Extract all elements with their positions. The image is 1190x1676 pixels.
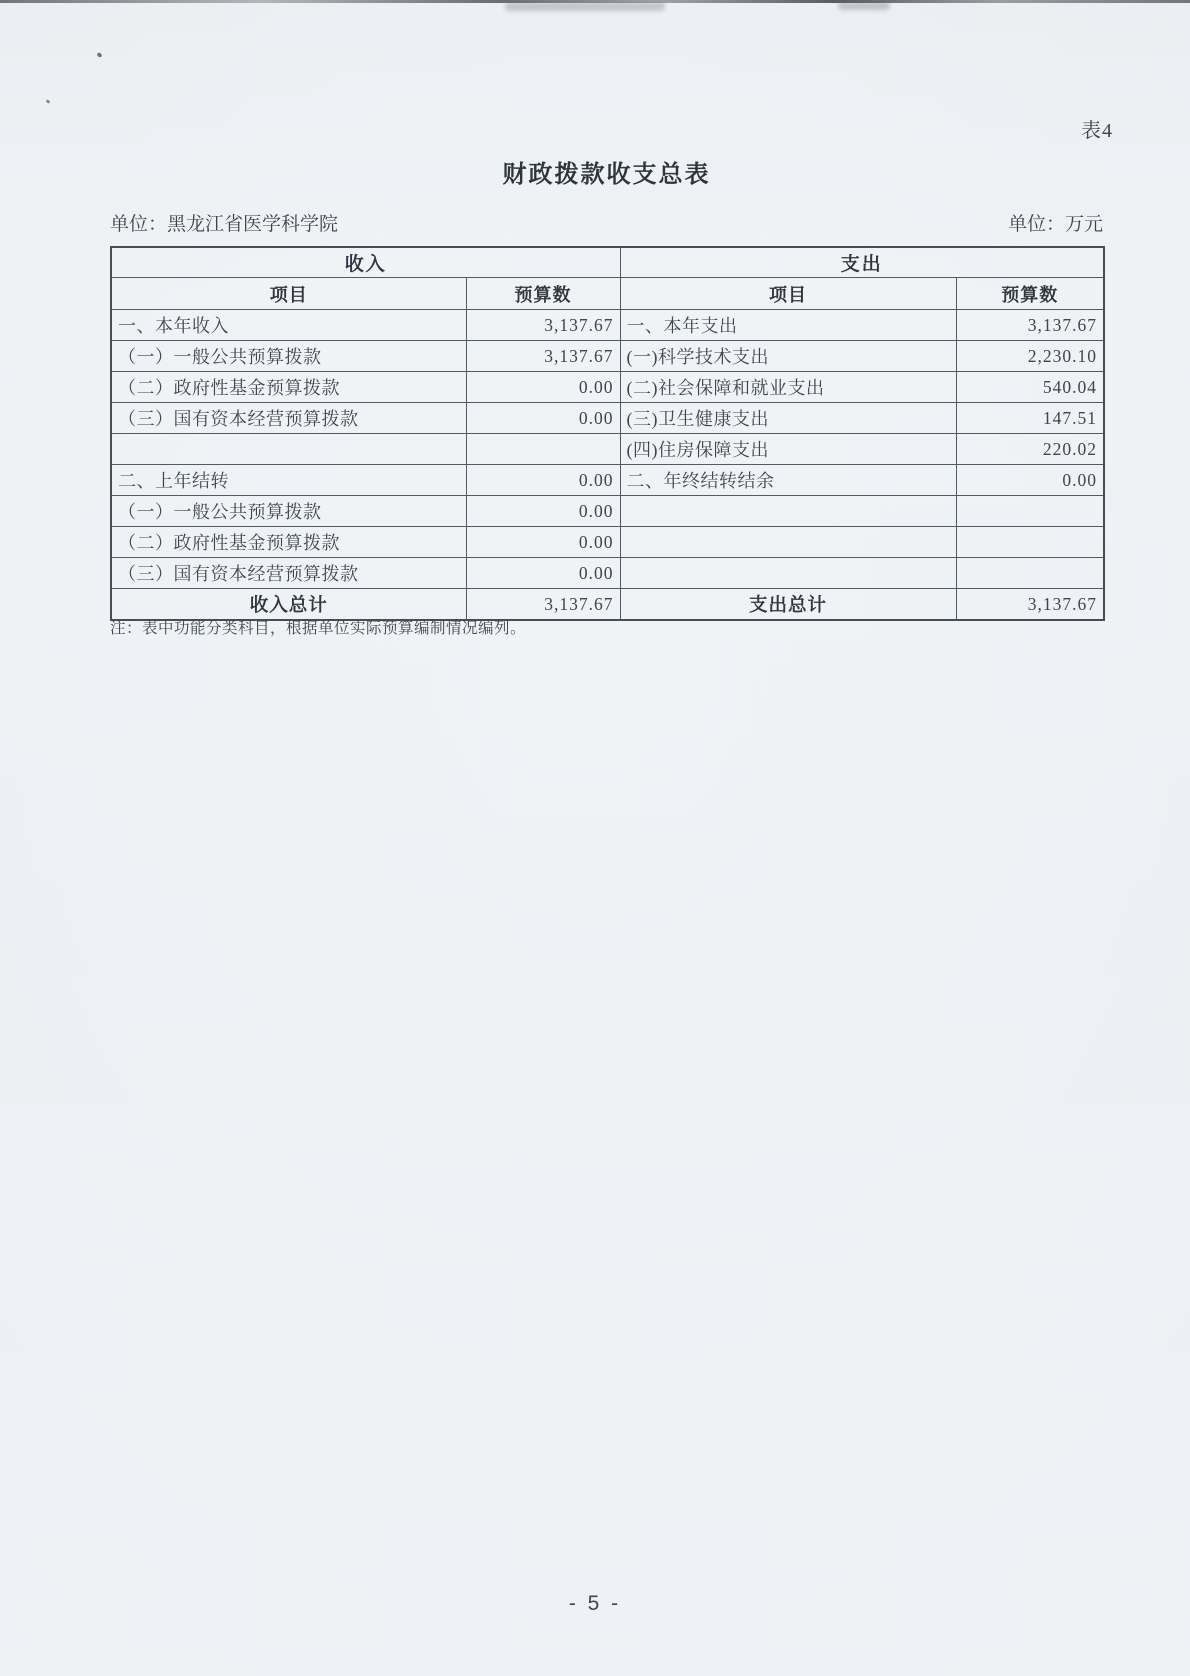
scan-speck <box>96 52 102 58</box>
income-value-cell: 0.00 <box>466 558 620 589</box>
table-row <box>111 341 1104 372</box>
income-value-cell: 0.00 <box>466 527 620 558</box>
expenditure-value-cell <box>956 496 1104 527</box>
unit-row <box>110 209 1103 236</box>
expenditure-item-cell: (三)卫生健康支出 <box>620 403 956 434</box>
expenditure-item-cell: (二)社会保障和就业支出 <box>620 372 956 403</box>
income-budget-header: 预算数 <box>466 278 620 310</box>
expenditure-item-cell <box>620 527 956 558</box>
income-item-cell: （三）国有资本经营预算拨款 <box>111 558 466 589</box>
expenditure-value-cell: 0.00 <box>956 465 1104 496</box>
scan-speck <box>46 99 51 104</box>
scan-smudge <box>505 2 665 11</box>
expenditure-item-cell <box>620 496 956 527</box>
table-row <box>111 310 1104 341</box>
expenditure-item-header: 项目 <box>620 278 956 310</box>
expenditure-value-cell: 147.51 <box>956 403 1104 434</box>
expenditure-total-label: 支出总计 <box>620 589 956 621</box>
income-item-header: 项目 <box>111 278 466 310</box>
table-footnote: 注：表中功能分类科目，根据单位实际预算编制情况编列。 <box>110 620 527 637</box>
expenditure-value-cell: 3,137.67 <box>956 310 1104 341</box>
scan-smudge <box>838 2 890 10</box>
table-row <box>111 496 1104 527</box>
income-item-cell: （一）一般公共预算拨款 <box>111 496 466 527</box>
expenditure-value-cell: 220.02 <box>956 434 1104 465</box>
expenditure-total-value: 3,137.67 <box>956 589 1104 621</box>
income-item-cell: （二）政府性基金预算拨款 <box>111 527 466 558</box>
group-header-row <box>111 247 1104 278</box>
income-item-cell: 一、本年收入 <box>111 310 466 341</box>
table-row <box>111 527 1104 558</box>
expenditure-item-cell: (四)住房保障支出 <box>620 434 956 465</box>
table-tag: 表4 <box>1081 120 1113 142</box>
table-row <box>111 465 1104 496</box>
expenditure-value-cell: 2,230.10 <box>956 341 1104 372</box>
page-number: - 5 - <box>568 1592 622 1615</box>
column-header-row <box>111 278 1104 310</box>
table-row <box>111 558 1104 589</box>
income-value-cell: 3,137.67 <box>466 310 620 341</box>
expenditure-value-cell <box>956 558 1104 589</box>
income-item-cell <box>111 434 466 465</box>
budget-summary-table <box>110 246 1105 621</box>
table-row <box>111 403 1104 434</box>
income-value-cell: 0.00 <box>466 496 620 527</box>
unit-currency-label: 单位：万元 <box>1007 214 1103 235</box>
expenditure-item-cell: 二、年终结转结余 <box>620 465 956 496</box>
income-item-cell: （三）国有资本经营预算拨款 <box>111 403 466 434</box>
table-row <box>111 372 1104 403</box>
expenditure-value-cell: 540.04 <box>956 372 1104 403</box>
income-total-label: 收入总计 <box>111 589 466 621</box>
income-item-cell: （二）政府性基金预算拨款 <box>111 372 466 403</box>
expenditure-item-cell: 一、本年支出 <box>620 310 956 341</box>
income-value-cell: 3,137.67 <box>466 341 620 372</box>
expenditure-item-cell <box>620 558 956 589</box>
income-item-cell: （一）一般公共预算拨款 <box>111 341 466 372</box>
table-row <box>111 434 1104 465</box>
income-value-cell: 0.00 <box>466 372 620 403</box>
income-total-value: 3,137.67 <box>466 589 620 621</box>
income-value-cell <box>466 434 620 465</box>
unit-name-label: 单位：黑龙江省医学科学院 <box>110 214 339 235</box>
income-value-cell: 0.00 <box>466 403 620 434</box>
expenditure-budget-header: 预算数 <box>956 278 1104 310</box>
income-item-cell: 二、上年结转 <box>111 465 466 496</box>
expenditure-group-header: 支出 <box>620 247 1104 278</box>
expenditure-item-cell: (一)科学技术支出 <box>620 341 956 372</box>
income-group-header: 收入 <box>111 247 620 278</box>
expenditure-value-cell <box>956 527 1104 558</box>
income-value-cell: 0.00 <box>466 465 620 496</box>
page-title: 财政拨款收支总表 <box>502 162 711 188</box>
